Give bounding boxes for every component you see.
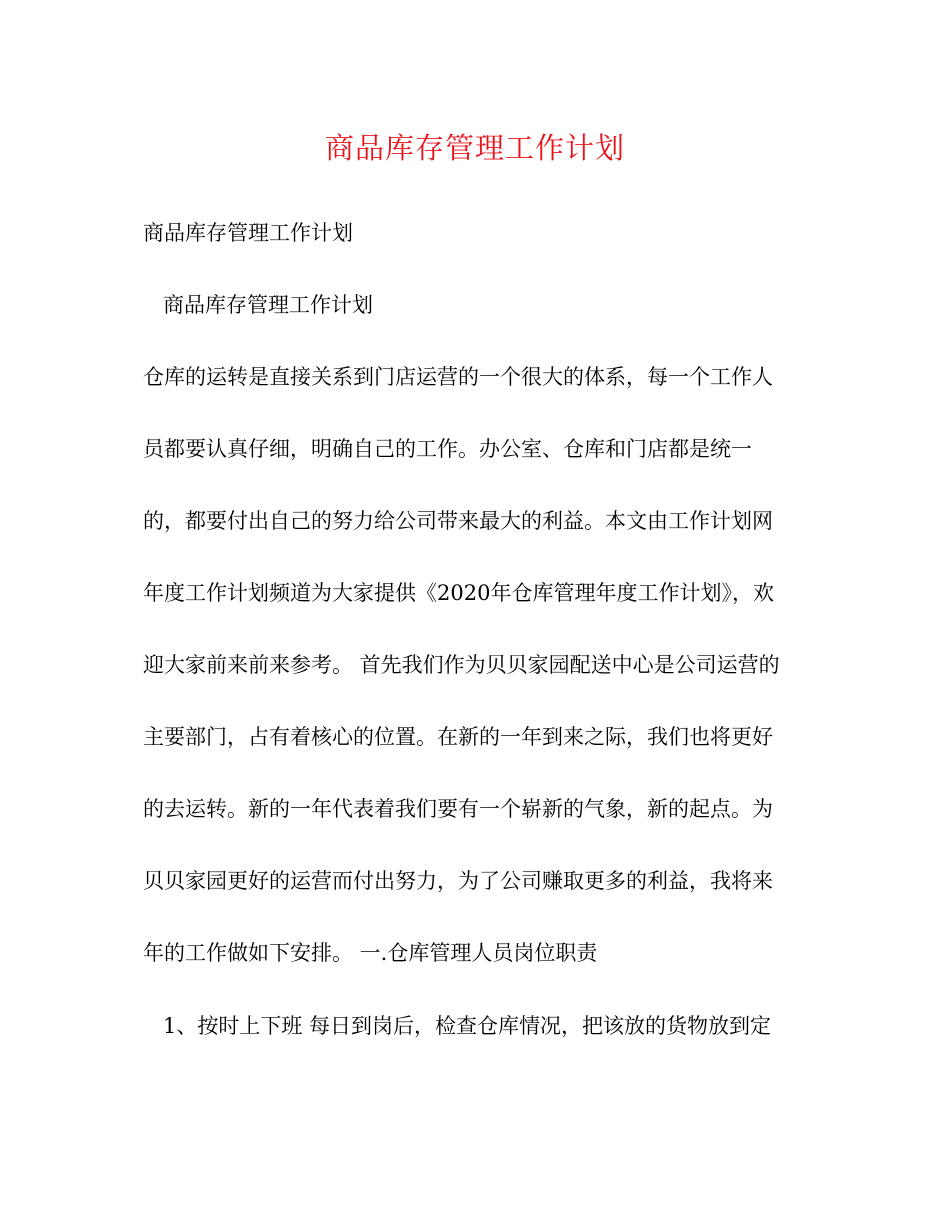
body-line: 主要部门，占有着核心的位置。在新的一年到来之际，我们也将更好 [143,725,773,749]
body-line: 员都要认真仔细，明确自己的工作。办公室、仓库和门店都是统一 [143,437,752,461]
subtitle-line: 商品库存管理工作计划 [143,221,353,245]
subtitle-indented-line: 商品库存管理工作计划 [163,293,373,317]
body-line: 的去运转。新的一年代表着我们要有一个崭新的气象，新的起点。为 [143,797,773,821]
body-line: 的，都要付出自己的努力给公司带来最大的利益。本文由工作计划网 [143,509,773,533]
body-line: 年的工作做如下安排。 一.仓库管理人员岗位职责 [143,941,598,965]
document-title: 商品库存管理工作计划 [324,131,625,165]
list-item-line: 1、按时上下班 每日到岗后，检查仓库情况，把该放的货物放到定 [163,1014,772,1038]
body-line: 年度工作计划频道为大家提供《2020年仓库管理年度工作计划》，欢 [143,581,774,605]
body-line: 贝贝家园更好的运营而付出努力，为了公司赚取更多的利益，我将来 [143,869,773,893]
body-line: 仓库的运转是直接关系到门店运营的一个很大的体系，每一个工作人 [143,365,773,389]
body-line: 迎大家前来前来参考。 首先我们作为贝贝家园配送中心是公司运营的 [143,653,780,677]
